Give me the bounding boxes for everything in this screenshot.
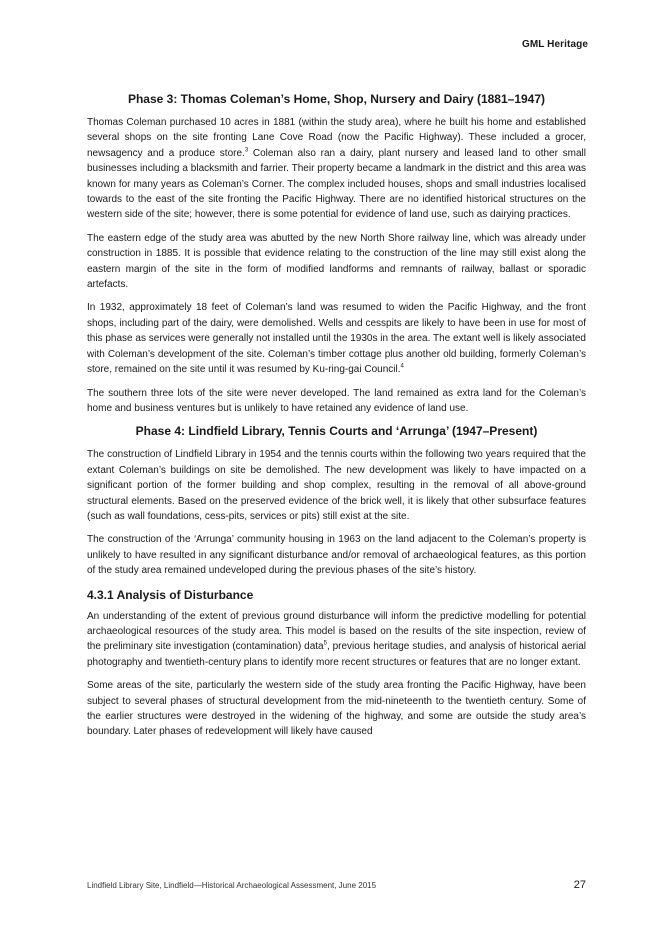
footer-document-title: Lindfield Library Site, Lindfield—Historical Archaeological Assessment, June 2015 (87, 881, 377, 890)
paragraph-text: Thomas Coleman purchased 10 acres in 1881 (within the study area), where he built his home and established several shops on the site fronting Lane Cove Road (now the Pacific Highway). These included a grocer, newsagency and a produce store. (87, 117, 586, 159)
page-footer (87, 879, 586, 891)
phase-4-paragraph-1: The construction of Lindfield Library in 1954 and the tennis courts within the following two years required that the extant Coleman’s buildings on site be demolished. The new development was likely to have impacted on a significant portion of the former building and shop complex, resulting in the removal of all above-ground structural elements. Based on the preserved evidence of the brick well, it is likely that other subsurface features (such as wall foundations, cess-pits, services or pits) still exist at the site. (87, 449, 586, 522)
paragraph-text: Coleman also ran a dairy, plant nursery and leased land to other small businesses including a blacksmith and farrier. Their property became a landmark in the district and this area was known for many years as Coleman’s Corner. The complex included houses, shops and small industries localised towards to the east of the site fronting the Pacific Highway. There are no identified historical structures on the western side of the site; however, there is some potential for evidence of land use, such as dairying practices. (87, 147, 586, 221)
footnote-ref-3: 3 (244, 147, 249, 154)
running-header: GML Heritage (521, 39, 588, 50)
phase-3-heading: Phase 3: Thomas Coleman’s Home, Shop, Nursery and Dairy (1881–1947) (127, 92, 546, 106)
phase-3-paragraph-1 (87, 115, 586, 223)
phase-3-paragraph-4: The southern three lots of the site were never developed. The land remained as extra land for the Coleman’s home and business ventures but is unlikely to have retained any evidence of land use. (87, 387, 586, 414)
page-number: 27 (573, 879, 586, 891)
footnote-ref-4: 4 (400, 363, 404, 370)
paragraph-text: , previous heritage studies, and analysis of historical aerial photography and twentieth-century plans to identify more recent structures or features that are no longer extant. (87, 641, 586, 668)
phase-3-paragraph-3 (87, 300, 586, 377)
paragraph-text: In 1932, approximately 18 feet of Coleman’s land was resumed to widen the Pacific Highway, and the front shops, including part of the dairy, were demolished. Wells and cesspits are likely to have been in use for most of this phase as services were generally not installed until the 1930s in the area. The extant well is likely associated with Coleman’s development of the site. Coleman’s timber cottage plus another old building, formerly Coleman’s store, remained on the site until it was resumed by Ku-ring-gai Council. (87, 302, 586, 376)
phase-4-heading: Phase 4: Lindfield Library, Tennis Courts and ‘Arrunga’ (1947–Present) (135, 424, 538, 439)
phase-3-paragraph-2: The eastern edge of the study area was abutted by the new North Shore railway line, which was already under construction in 1885. It is possible that evidence relating to the construction of the line may still exist along the eastern margin of the site in the form of modified landforms and remnants of railway, ballast or sporadic artefacts. (87, 232, 586, 291)
phase-4-paragraph-2: The construction of the ‘Arrunga’ community housing in 1963 on the land adjacent to the Coleman’s property is unlikely to have resulted in any significant disturbance and/or removal of archaeological features, as this portion of the study area remained undeveloped during the previous phases of the site’s history. (87, 534, 586, 577)
footnote-ref-5: 5 (323, 641, 327, 648)
page-body (87, 92, 586, 748)
paragraph-text: An understanding of the extent of previous ground disturbance will inform the predictive modelling for potential archaeological resources of the study area. This model is based on the results of the site inspection, review of the preliminary site investigation (contamination) data (87, 610, 586, 653)
section-heading-4-3-1: 4.3.1 Analysis of Disturbance (87, 587, 254, 602)
analysis-paragraph-2: Some areas of the site, particularly the western side of the study area fronting the Pacific Highway, have been subject to several phases of structural development from the mid-nineteenth to the twentieth century. Some of the earlier structures were destroyed in the widening of the highway, and some are outside the study area’s boundary. Later phases of redevelopment will likely have caused (87, 680, 586, 738)
analysis-paragraph-1 (87, 609, 586, 671)
